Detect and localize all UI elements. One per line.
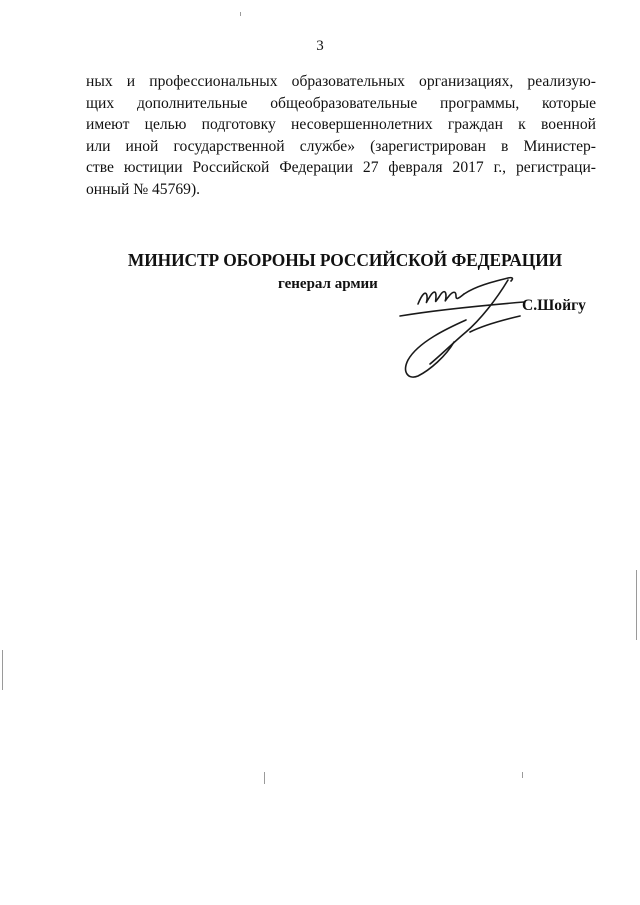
body-paragraph — [86, 71, 596, 201]
scan-artifact — [2, 650, 3, 690]
signatory-name: С.Шойгу — [522, 297, 586, 314]
body-line: или иной государственной службе» (зарегистрирован в Министер- — [86, 137, 596, 155]
body-line: щих дополнительные общеобразовательные программы, которые — [86, 94, 596, 112]
scan-artifact — [522, 772, 523, 778]
page-number: 3 — [316, 38, 324, 54]
scan-artifact — [636, 570, 637, 640]
body-line: онный № 45769). — [86, 180, 201, 198]
body-line: ных и профессиональных образовательных организациях, реализую- — [86, 73, 596, 90]
body-line: имеют целью подготовку несовершеннолетних граждан к военной — [86, 116, 596, 134]
body-line: стве юстиции Российской Федерации 27 февраля 2017 г., регистраци- — [86, 159, 596, 177]
handwritten-signature — [396, 272, 536, 384]
scan-artifact — [264, 772, 265, 784]
signatory-title: МИНИСТР ОБОРОНЫ РОССИЙСКОЙ ФЕДЕРАЦИИ — [127, 250, 563, 270]
scan-artifact — [240, 12, 241, 16]
signatory-rank: генерал армии — [278, 276, 378, 292]
